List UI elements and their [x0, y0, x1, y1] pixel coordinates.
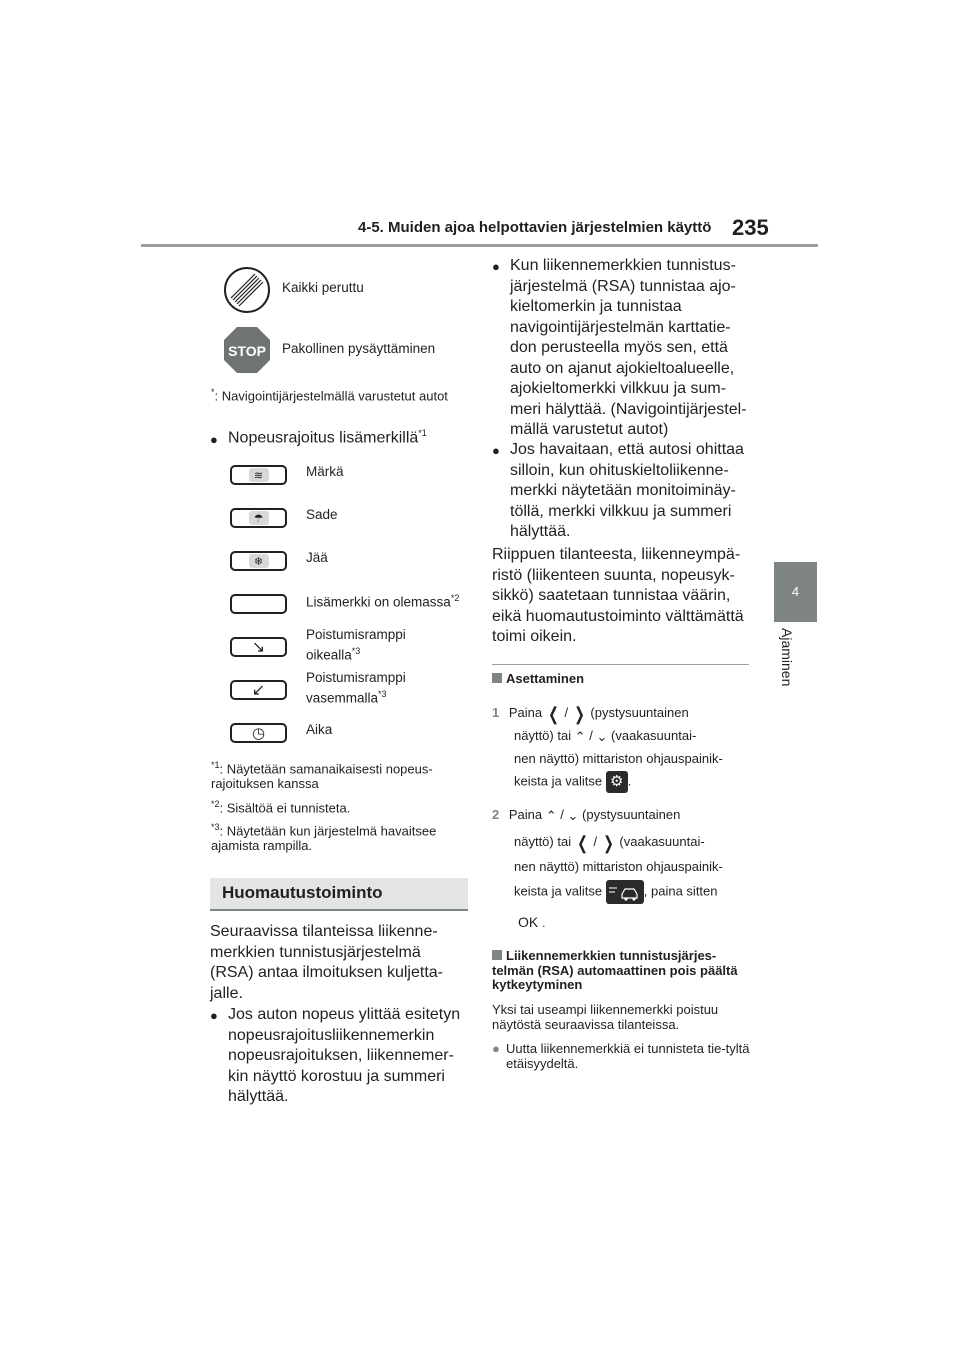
arrow-down-left-icon: ↙ — [230, 680, 287, 700]
blank-plate-icon — [230, 594, 287, 614]
plate-label: Poistumisramppi vasemmalla$^{*3}$ — [306, 670, 406, 706]
gear-icon: ⚙ — [606, 771, 628, 793]
step-2-ok: OK . — [518, 914, 546, 930]
divider — [492, 664, 749, 665]
section-heading: Huomautustoiminto — [210, 878, 468, 911]
chevron-right-icon: ❯ — [602, 832, 614, 853]
footnote: $^{*1}$: Näytetään samanaikaisesti nopeus-rajoituksen kanssa — [211, 760, 433, 792]
step-2: 2 Paina ⌃ / ⌄ (pystysuuntainen — [492, 807, 681, 823]
snowflake-icon: ❄ — [230, 551, 287, 571]
bullet-icon: ● — [492, 1041, 500, 1056]
stop-sign-icon — [223, 326, 271, 374]
plate-label: Poistumisramppi oikealla$^{*3}$ — [306, 627, 406, 663]
wet-road-icon: ≋ — [230, 465, 287, 485]
step-2-line: nen näyttö) mittariston ohjauspainik- — [514, 859, 723, 874]
footnote: $^{*3}$: Näytetään kun järjestelmä havaitsee ajamista rampilla. — [211, 822, 437, 854]
subheading-setting: Asettaminen — [492, 671, 584, 686]
plate-label: Aika — [306, 722, 333, 737]
plate-label: Lisämerkki on olemassa$^{*2}$ — [306, 593, 460, 610]
plate-label: Jää — [306, 550, 328, 565]
step-1-line: keista ja valitse ⚙ . — [514, 771, 631, 793]
chapter-tab: 4 — [774, 562, 817, 622]
supplementary-heading: Nopeusrajoitus lisämerkillä$^{*1}$ — [228, 428, 427, 447]
step-1-line: näyttö) tai ⌃ / ⌄ (vaakasuuntai- — [514, 728, 697, 744]
footnote: $^{*2}$: Sisältöä ei tunnisteta. — [211, 799, 351, 816]
page-number: 235 — [732, 215, 769, 240]
step-1: 1 Paina ❮ / ❯ (pystysuuntainen — [492, 703, 689, 724]
ok-button-glyph: OK — [518, 914, 539, 930]
sign-label: Pakollinen pysäyttäminen — [282, 341, 436, 356]
note-paragraph: Riippuen tilanteesta, liikenneympä-ristö (liikenteen suunta, nopeusyk-sikkö) saatetaan tunnistaa väärin, eikä huomautustoiminto välttämättä toimi oikein. — [492, 546, 744, 645]
auto-off-text: Yksi tai useampi liikennemerkki poistuu näytöstä seuraavissa tilanteissa. — [492, 1002, 719, 1032]
car-sign-icon — [606, 880, 644, 904]
section-title: 4-5. Muiden ajoa helpottavien järjestelmien käyttö — [358, 219, 712, 236]
chevron-down-icon: ⌄ — [567, 807, 579, 823]
chevron-up-icon: ⌃ — [574, 728, 586, 744]
step-2-line: näyttö) tai ❮ / ❯ (vaakasuuntai- — [514, 832, 705, 853]
step-2-line: keista ja valitse , paina sitten — [514, 880, 718, 904]
chevron-down-icon: ⌄ — [596, 728, 608, 744]
chevron-left-icon: ❮ — [547, 703, 559, 724]
svg-text:STOP: STOP — [228, 343, 266, 359]
plate-label: Sade — [306, 507, 338, 522]
chevron-right-icon: ❯ — [573, 703, 585, 724]
chapter-label: Ajaminen — [779, 628, 795, 687]
subheading-auto-off: Liikennemerkkien tunnistusjärjes-telmän (RSA) automaattinen pois päältä kytkeytyminen — [492, 948, 738, 992]
sign-label: Kaikki peruttu — [282, 280, 364, 295]
list-item: Jos auton nopeus ylittää esitetyn nopeusrajoitusliikennemerkin nopeusrajoituksen, liikennemer-kin näyttö korostuu ja summeri hälyttää. — [228, 1006, 461, 1105]
end-of-restrictions-sign-icon — [223, 266, 271, 314]
footnote: *: Navigointijärjestelmällä varustetut autot — [211, 387, 448, 404]
list-item: ● Uutta liikennemerkkiä ei tunnisteta tie-tyltä etäisyydeltä. — [492, 1041, 750, 1071]
plate-label: Märkä — [306, 464, 344, 479]
section-intro: Seuraavissa tilanteissa liikenne-merkkien tunnistusjärjestelmä (RSA) antaa ilmoituksen kuljetta-jalle. — [210, 923, 443, 1002]
header-rule — [141, 244, 818, 247]
list-item: Jos havaitaan, että autosi ohittaa silloin, kun ohituskieltoliikenne-merkki näytetään monitoiminäy-töllä, merkki vilkkuu ja summeri hälyttää. — [510, 441, 744, 540]
arrow-down-right-icon: ↘ — [230, 637, 287, 657]
step-1-line: nen näyttö) mittariston ohjauspainik- — [514, 751, 723, 766]
chevron-up-icon: ⌃ — [545, 807, 557, 823]
list-item: Kun liikennemerkkien tunnistus-järjestelmä (RSA) tunnistaa ajo-kieltomerkin ja tunnistaa navigointijärjestelmän karttatie-don perusteella myös sen, että auto on ajanut ajokieltoalueelle, ajokieltomerkki vilkkuu ja sum-meri hälyttää. (Navigointijärjestel-mällä varustetut autot) — [510, 257, 747, 438]
rain-cloud-icon: ☂ — [230, 508, 287, 528]
chevron-left-icon: ❮ — [576, 832, 588, 853]
clock-icon: ◷ — [230, 723, 287, 743]
